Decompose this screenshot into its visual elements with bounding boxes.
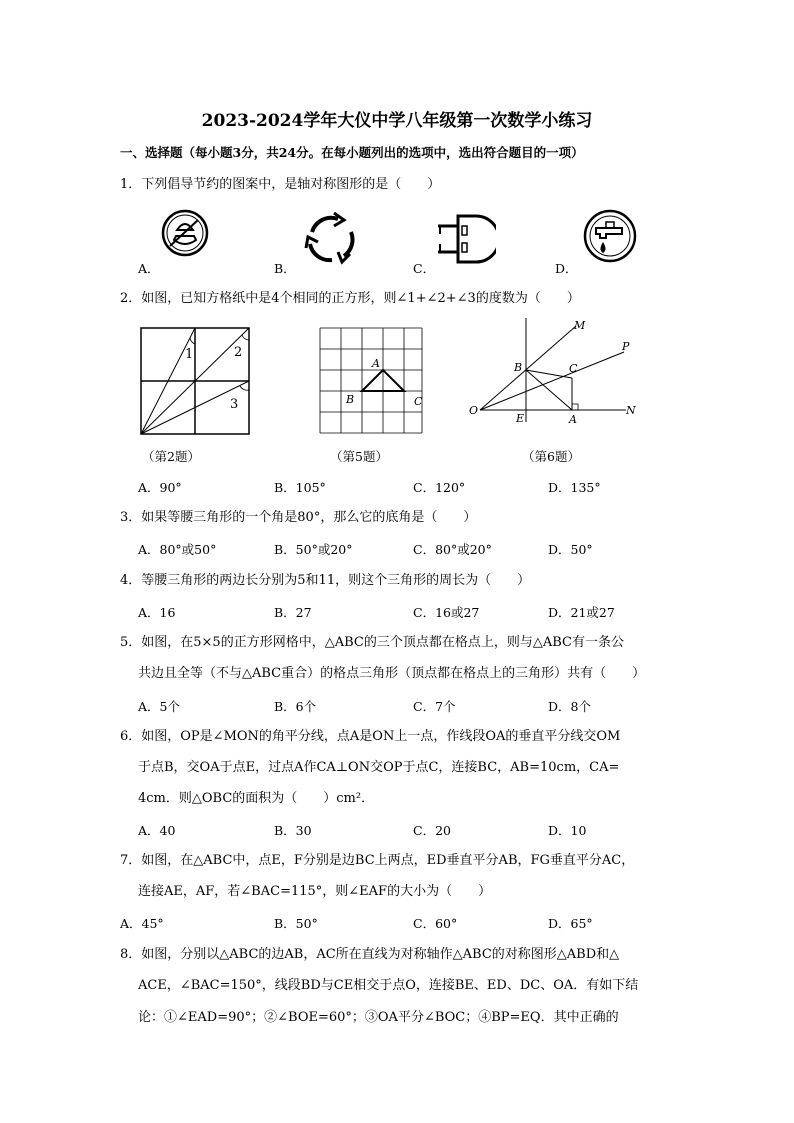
figure-q5-grid bbox=[316, 326, 426, 436]
question-6-line2: 于点B，交OA于点E，过点A作CA⊥ON交OP于点C，连接BC，AB=10cm，CA= bbox=[138, 760, 620, 775]
q3-option-b: B．50°或20° bbox=[274, 542, 353, 557]
question-7-line2: 连接AE，AF，若∠BAC=115°，则∠EAF的大小为（ ） bbox=[138, 884, 492, 899]
question-7-line1: 7．如图，在△ABC中，点E，F分别是边BC上两点，ED垂直平分AB，FG垂直平分AC， bbox=[120, 853, 635, 868]
question-1-stem: 1．下列倡导节约的图案中，是轴对称图形的是（ ） bbox=[120, 177, 441, 192]
q1-option-b: B． bbox=[274, 261, 296, 276]
question-8-line3: 论：①∠EAD=90°；②∠BOE=60°；③OA平分∠BOC；④BP=EQ．其中正确的 bbox=[138, 1010, 619, 1025]
fig6-label-a: A bbox=[569, 413, 577, 426]
caption-q5: （第5题） bbox=[330, 449, 388, 464]
q5-option-b: B．6个 bbox=[274, 699, 317, 714]
q4-option-a: A．16 bbox=[138, 605, 176, 620]
q1-option-a: A． bbox=[138, 261, 160, 276]
fig6-label-n: N bbox=[626, 404, 636, 417]
figure-q2-grid bbox=[138, 326, 254, 438]
fig5-label-a: A bbox=[372, 357, 380, 370]
fig6-label-b: B bbox=[514, 361, 523, 374]
fig2-label-1: 1 bbox=[185, 347, 194, 362]
q5-option-d: D．8个 bbox=[548, 699, 591, 714]
fig6-label-c: C bbox=[569, 362, 578, 375]
water-tap-icon bbox=[582, 208, 638, 264]
q3-option-d: D．50° bbox=[548, 542, 593, 557]
q5-option-a: A．5个 bbox=[138, 699, 180, 714]
question-4-stem: 4．等腰三角形的两边长分别为5和11，则这个三角形的周长为（ ） bbox=[120, 573, 531, 588]
question-3-stem: 3．如果等腰三角形的一个角是80°，那么它的底角是（ ） bbox=[120, 510, 477, 525]
q6-option-c: C．20 bbox=[413, 823, 451, 838]
q6-option-a: A．40 bbox=[138, 823, 176, 838]
question-6-line3: 4cm．则△OBC的面积为（ ）cm²． bbox=[138, 791, 375, 806]
q4-option-c: C．16或27 bbox=[413, 605, 480, 620]
q2-option-a: A．90° bbox=[138, 480, 182, 495]
question-2-stem: 2．如图，已知方格纸中是4个相同的正方形，则∠1+∠2+∠3的度数为（ ） bbox=[120, 291, 580, 306]
power-plug-icon bbox=[436, 210, 496, 268]
caption-q6: （第6题） bbox=[522, 449, 580, 464]
caption-q2: （第2题） bbox=[142, 449, 200, 464]
q7-option-d: D．65° bbox=[548, 916, 593, 931]
recycle-arrows-icon bbox=[302, 210, 360, 268]
q3-option-a: A．80°或50° bbox=[138, 542, 217, 557]
question-5-line1: 5．如图，在5×5的正方形网格中，△ABC的三个顶点都在格点上，则与△ABC有一条公 bbox=[120, 635, 624, 650]
save-food-icon bbox=[160, 208, 210, 258]
q2-option-d: D．135° bbox=[548, 480, 601, 495]
figure-q6-geometry bbox=[466, 316, 642, 428]
q7-option-b: B．50° bbox=[274, 916, 318, 931]
q6-option-d: D．10 bbox=[548, 823, 587, 838]
fig6-label-e: E bbox=[516, 412, 525, 425]
question-8-line2: ACE，∠BAC=150°，线段BD与CE相交于点O，连接BE、ED、DC、OA．有如下结 bbox=[138, 978, 639, 993]
q7-option-c: C．60° bbox=[413, 916, 458, 931]
q6-option-b: B．30 bbox=[274, 823, 312, 838]
fig2-label-2: 2 bbox=[234, 345, 243, 360]
fig6-label-o: O bbox=[469, 404, 479, 417]
q5-option-c: C．7个 bbox=[413, 699, 456, 714]
q2-option-b: B．105° bbox=[274, 480, 326, 495]
fig6-label-m: M bbox=[574, 319, 586, 332]
q4-option-d: D．21或27 bbox=[548, 605, 615, 620]
page-title: 2023-2024学年大仪中学八年级第一次数学小练习 bbox=[201, 111, 593, 131]
fig2-label-3: 3 bbox=[230, 397, 239, 412]
section-heading: 一、选择题（每小题3分，共24分。在每小题列出的选项中，选出符合题目的一项） bbox=[120, 145, 584, 160]
fig5-label-b: B bbox=[346, 393, 355, 406]
question-6-line1: 6．如图，OP是∠MON的角平分线，点A是ON上一点，作线段OA的垂直平分线交OM bbox=[120, 729, 621, 744]
q1-option-c: C． bbox=[413, 261, 436, 276]
q7-option-a: A．45° bbox=[120, 916, 164, 931]
q4-option-b: B．27 bbox=[274, 605, 312, 620]
question-8-line1: 8．如图，分别以△ABC的边AB，AC所在直线为对称轴作△ABC的对称图形△ABD和△ bbox=[120, 947, 620, 962]
fig6-label-p: P bbox=[622, 340, 630, 353]
question-5-line2: 共边且全等（不与△ABC重合）的格点三角形（顶点都在格点上的三角形）共有（ ） bbox=[138, 666, 646, 681]
q3-option-c: C．80°或20° bbox=[413, 542, 492, 557]
q1-option-d: D． bbox=[555, 261, 578, 276]
fig5-label-c: C bbox=[414, 395, 423, 408]
q2-option-c: C．120° bbox=[413, 480, 466, 495]
